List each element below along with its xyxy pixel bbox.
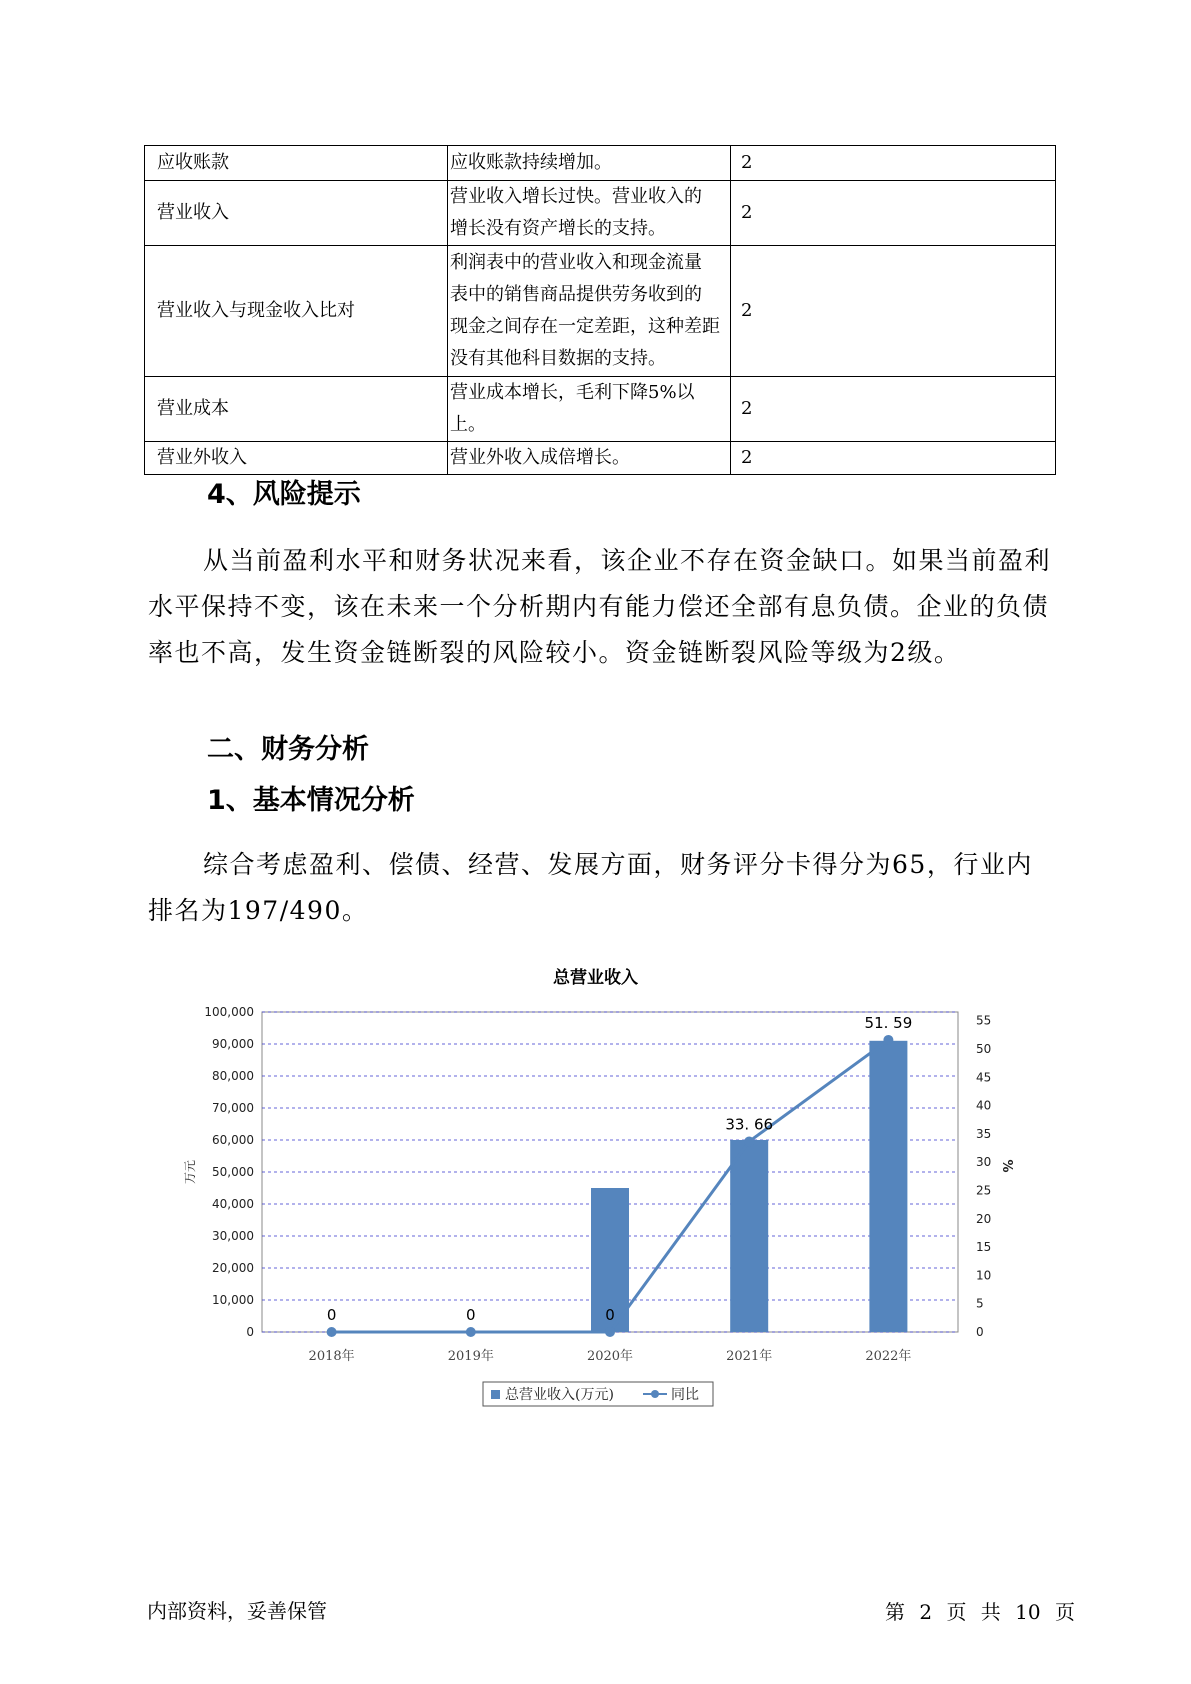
risk-item: 营业外收入 — [145, 442, 448, 475]
growth-point — [744, 1136, 754, 1146]
risk-score: 2 — [731, 246, 1056, 377]
x-tick-label: 2021年 — [726, 1349, 773, 1364]
footer-confidential-note: 内部资料，妥善保管 — [147, 1599, 327, 1623]
y-tick-label: 20,000 — [212, 1261, 254, 1275]
y2-tick-label: 5 — [976, 1296, 984, 1311]
risk-item: 营业成本 — [145, 377, 448, 442]
y-tick-label: 100,000 — [204, 1005, 254, 1019]
growth-data-label: 51. 59 — [864, 1013, 913, 1032]
y2-axis-label: % — [999, 1159, 1014, 1173]
growth-data-label: 0 — [605, 1306, 615, 1324]
risk-score: 2 — [731, 377, 1056, 442]
y2-tick-label: 40 — [976, 1098, 992, 1113]
y2-tick-label: 0 — [976, 1325, 984, 1339]
growth-point — [327, 1327, 337, 1337]
y2-tick-label: 30 — [976, 1155, 992, 1170]
footer-page-number: 第 2 页 共 10 页 — [885, 1600, 1075, 1624]
y2-tick-label: 35 — [976, 1126, 992, 1141]
legend-bar-label: 总营业收入(万元) — [505, 1387, 614, 1403]
y-tick-label: 0 — [246, 1325, 254, 1339]
y2-tick-label: 15 — [976, 1240, 992, 1255]
basic-analysis-paragraph: 综合考虑盈利、偿债、经营、发展方面，财务评分卡得分为65，行业内排名为197/490。 — [148, 850, 1033, 925]
y2-tick-label: 50 — [976, 1041, 992, 1056]
y-tick-label: 80,000 — [212, 1069, 254, 1083]
risk-description: 应收账款持续增加。 — [448, 146, 731, 181]
growth-data-label: 0 — [326, 1306, 337, 1324]
y2-tick-label: 55 — [976, 1013, 992, 1028]
legend-line-label: 同比 — [671, 1387, 699, 1403]
x-tick-label: 2022年 — [865, 1349, 912, 1364]
y-tick-label: 40,000 — [212, 1197, 254, 1211]
risk-item: 应收账款 — [145, 146, 448, 181]
finance-analysis-heading: 二、财务分析 — [207, 734, 369, 765]
growth-point — [605, 1327, 615, 1337]
y-tick-label: 90,000 — [212, 1037, 254, 1051]
risk-warning-heading: 4、风险提示 — [207, 479, 361, 510]
risk-score: 2 — [731, 146, 1056, 181]
x-tick-label: 2019年 — [447, 1349, 494, 1364]
y2-tick-label: 45 — [976, 1070, 992, 1085]
y-tick-label: 30,000 — [212, 1229, 254, 1243]
risk-description: 营业外收入成倍增长。 — [448, 442, 731, 475]
growth-data-label: 33. 66 — [725, 1115, 774, 1134]
y-tick-label: 60,000 — [212, 1133, 254, 1147]
y2-tick-label: 25 — [976, 1183, 992, 1198]
x-tick-label: 2020年 — [586, 1349, 634, 1364]
revenue-bar — [730, 1140, 768, 1332]
risk-description-text: 营业收入增长过快。营业收入的 增长没有资产增长的支持。 — [450, 186, 702, 239]
risk-warning-paragraph: 从当前盈利水平和财务状况来看，该企业不存在资金缺口。如果当前盈利水平保持不变，该在未来一个分析期内有能力偿还全部有息负债。企业的负债率也不高，发生资金链断裂的风险较小。资金链断裂风险等级为2级。 — [148, 546, 1052, 667]
growth-point — [883, 1035, 893, 1045]
y-tick-label: 70,000 — [212, 1101, 254, 1115]
y2-tick-label: 10 — [976, 1268, 992, 1283]
growth-point — [466, 1327, 476, 1337]
risk-description-text: 利润表中的营业收入和现金流量 表中的销售商品提供劳务收到的 现金之间存在一定差距，这种差距 没有其他科目数据的支持。 — [450, 252, 720, 369]
risk-score: 2 — [731, 442, 1056, 475]
risk-item: 营业收入与现金收入比对 — [145, 246, 448, 377]
risk-description: 营业成本增长，毛利下降5%以上。 — [448, 377, 731, 442]
legend-line-marker — [651, 1390, 659, 1398]
y-tick-label: 10,000 — [212, 1293, 254, 1307]
growth-data-label: 0 — [466, 1306, 476, 1324]
revenue-bar — [869, 1041, 907, 1332]
y2-tick-label: 20 — [976, 1211, 992, 1226]
y-tick-label: 50,000 — [212, 1165, 254, 1179]
legend-bar-swatch — [491, 1390, 500, 1399]
y-axis-label: 万元 — [183, 1159, 197, 1185]
basic-analysis-heading: 1、基本情况分析 — [207, 785, 415, 816]
chart-title: 总营业收入 — [553, 968, 638, 988]
x-tick-label: 2018年 — [308, 1349, 355, 1364]
risk-score: 2 — [731, 181, 1056, 246]
risk-item: 营业收入 — [145, 181, 448, 246]
